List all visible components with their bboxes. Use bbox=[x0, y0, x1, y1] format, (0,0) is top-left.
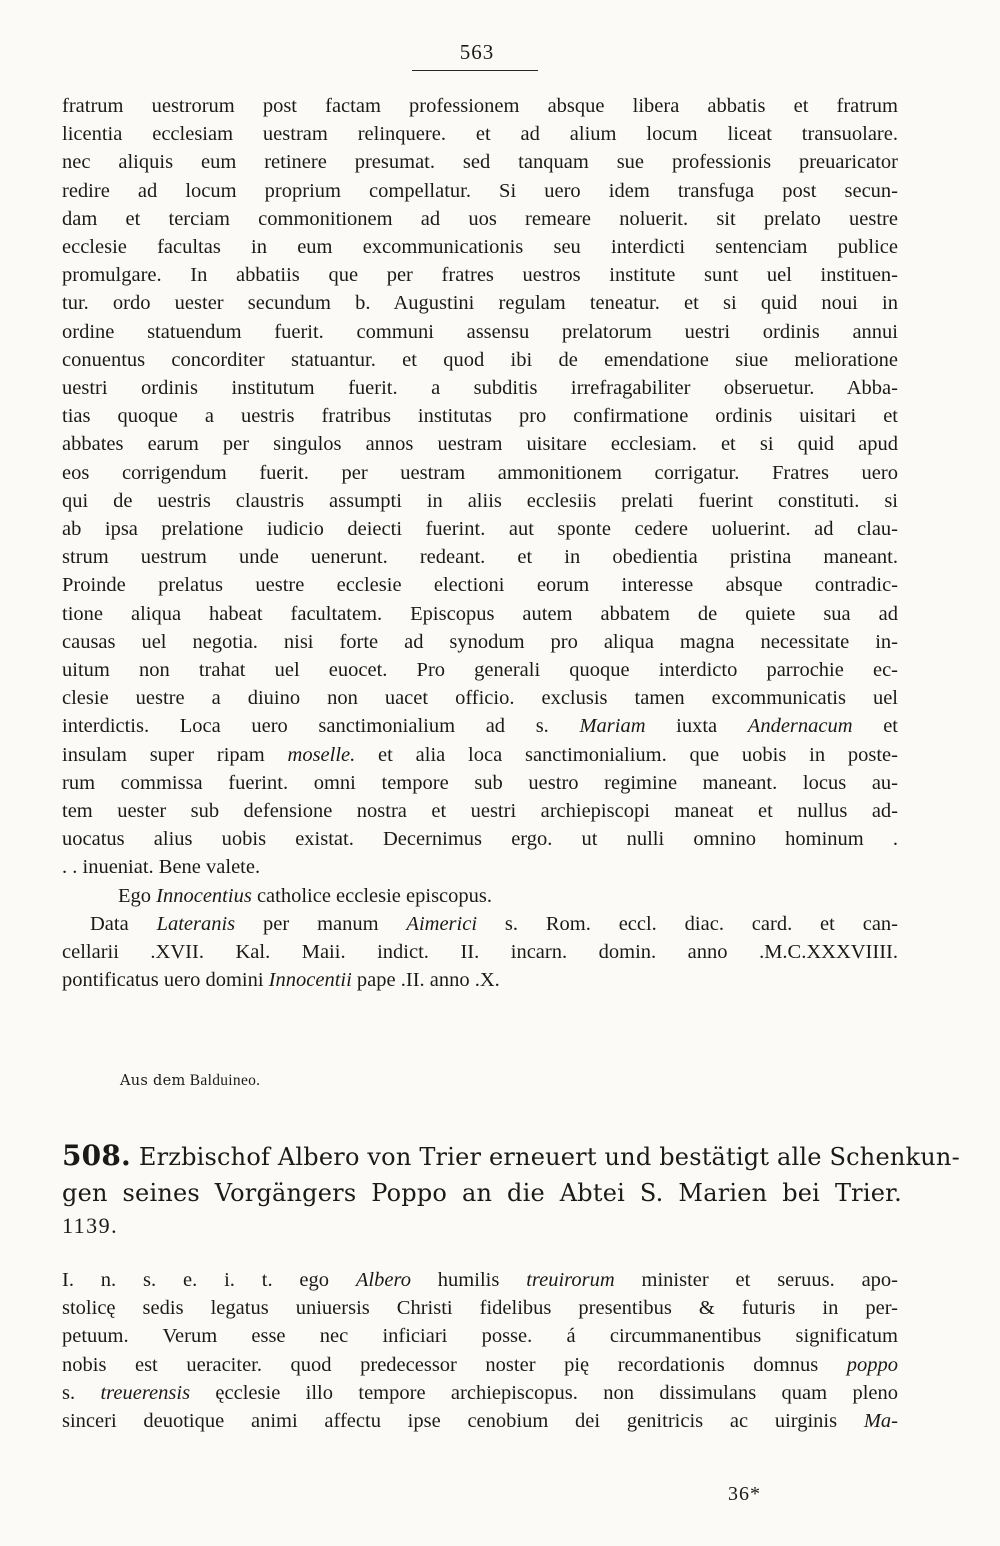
text-line: tione aliqua habeat facultatem. Episcopus autem abbatem de quiete sua ad bbox=[62, 602, 898, 625]
text-run: ęcclesie illo tempore archiepiscopus. non dissimulans quam pleno bbox=[190, 1381, 898, 1404]
text-line: qui de uestris claustris assumpti in aliis ecclesiis prelati fuerint constituti. si bbox=[62, 489, 898, 512]
text-line: uitum non trahat uel euocet. Pro generali quoque interdicto parrochie ec- bbox=[62, 659, 898, 682]
signature-mark: 36* bbox=[728, 1483, 761, 1505]
document-title-line-1 bbox=[62, 1138, 960, 1175]
text-run: iuxta bbox=[645, 715, 748, 738]
text-line: petuum. Verum esse nec inficiari posse. á circummanentibus significatum bbox=[62, 1325, 898, 1348]
text-line: ab ipsa prelatione iudicio deiecti fuerint. aut sponte cedere uoluerint. ad clau- bbox=[62, 518, 898, 541]
text-line bbox=[62, 1266, 898, 1294]
text-run: minister et seruus. apo- bbox=[614, 1269, 898, 1291]
text-run: insulam super ripam bbox=[62, 743, 288, 766]
document-text bbox=[62, 1266, 898, 1435]
place-name-lateranis: Lateranis bbox=[156, 912, 236, 935]
place-name-mariam: Mariam bbox=[579, 715, 646, 738]
text-line bbox=[62, 741, 898, 769]
person-name-albero: Albero bbox=[355, 1269, 411, 1291]
text-run: et alia loca sanctimonialium. que uobis in poste- bbox=[355, 743, 898, 766]
text-line: causas uel negotia. nisi forte ad synodum pro aliqua magna necessitate in- bbox=[62, 630, 898, 653]
text-run: Data bbox=[90, 912, 157, 935]
text-line: Proinde prelatus uestre ecclesie electioni eorum interesse absque contradic- bbox=[62, 574, 898, 597]
document-year: 1139. bbox=[62, 1213, 119, 1238]
text-run: interdictis. Loca uero sanctimonialium ad s. bbox=[62, 715, 580, 738]
source-note-source: Balduineo. bbox=[189, 1072, 261, 1089]
text-line: dam et terciam commonitionem ad uos remeare noluerit. sit prelato uestre bbox=[62, 207, 898, 230]
text-line bbox=[62, 712, 898, 740]
text-line: ordine statuendum fuerit. communi assensu prelatorum uestri ordinis annui bbox=[62, 320, 898, 343]
text-line: eos corrigendum fuerit. per uestram ammonitionem corrigatur. Fratres uero bbox=[62, 461, 898, 484]
text-run: s. Rom. eccl. diac. card. et can- bbox=[477, 912, 898, 935]
text-line: rum commissa fuerint. omni tempore sub uestro regimine maneant. locus au- bbox=[62, 771, 898, 794]
text-line: tur. ordo uester secundum b. Augustini regulam teneatur. et si quid noui in bbox=[62, 292, 898, 315]
text-line: ecclesie facultas in eum excommunicationis seu interdicti sentenciam publice bbox=[62, 236, 898, 259]
text-run: et bbox=[852, 715, 898, 738]
text-run: per manum bbox=[235, 912, 407, 935]
text-line: promulgare. In abbatiis que per fratres uestros institute sunt uel instituen- bbox=[62, 264, 898, 287]
text-line: tias quoque a uestris fratribus institutas pro confirmatione ordinis uisitari et bbox=[62, 405, 898, 428]
text-line bbox=[62, 1379, 898, 1407]
text-line: fratrum uestrorum post factam professionem absque libera abbatis et fratrum bbox=[62, 95, 898, 117]
text-run: humilis bbox=[410, 1269, 527, 1291]
text-line: redire ad locum proprium compellatur. Si uero idem transfuga post secun- bbox=[62, 179, 898, 202]
text-run: s. bbox=[62, 1381, 101, 1404]
text-line: abbates earum per singulos annos uestram uisitare ecclesiam. et si quid apud bbox=[62, 433, 898, 456]
text-run: pape .II. anno .X. bbox=[351, 969, 500, 992]
place-name-moselle: moselle. bbox=[287, 743, 356, 766]
text-line: strum uestrum unde uenerunt. redeant. et in obedientia pristina maneant. bbox=[62, 546, 898, 569]
page-number: 563 bbox=[459, 40, 495, 64]
text-line: . . inueniat. Bene valete. bbox=[62, 856, 261, 879]
source-note bbox=[120, 1072, 260, 1090]
text-line: licentia ecclesiam uestram relinquere. et ad alium locum liceat transuolare. bbox=[62, 123, 898, 146]
chancellor-name: Aimerici bbox=[406, 912, 478, 935]
text-line: uestri ordinis institutum fuerit. a subditis irrefragabiliter obseruetur. Abba- bbox=[62, 377, 898, 400]
text-run: nobis est ueraciter. quod predecessor noster pię recordationis domnus bbox=[62, 1353, 847, 1376]
pope-name: Innocentius bbox=[156, 884, 252, 907]
place-name-treuirorum: treuirorum bbox=[526, 1269, 615, 1291]
text-run: catholice ecclesie episcopus. bbox=[251, 884, 493, 907]
text-line: tem uester sub defensione nostra et uestri archiepiscopi maneat et nullus ad- bbox=[62, 800, 898, 823]
pope-name-genitive: Innocentii bbox=[268, 969, 352, 992]
text-line: conuentus concorditer statuantur. et quod ibi de emendatione siue melioratione bbox=[62, 348, 898, 371]
dating-clause-line-2: cellarii .XVII. Kal. Maii. indict. II. incarn. domin. anno .M.C.XXXVIIII. bbox=[62, 941, 898, 964]
text-line: clesie uestre a diuino non uacet officio. exclusis tamen excommunicatis uel bbox=[62, 687, 898, 710]
page-number-rule bbox=[412, 70, 538, 71]
text-line bbox=[62, 1351, 898, 1379]
text-run: I. n. s. e. i. t. ego bbox=[62, 1269, 356, 1291]
document-number: 508. bbox=[62, 1139, 131, 1172]
source-note-prefix: Aus dem bbox=[120, 1073, 186, 1089]
text-line: nec aliquis eum retinere presumat. sed tanquam sue professionis preuaricator bbox=[62, 151, 898, 174]
text-line bbox=[62, 1407, 898, 1435]
place-name-andernacum: Andernacum bbox=[747, 715, 853, 738]
pope-signature bbox=[62, 882, 898, 910]
text-run: pontificatus uero domini bbox=[62, 969, 269, 992]
text-run: sinceri deuotique animi affectu ipse cenobium dei genitricis ac uirginis bbox=[62, 1410, 864, 1433]
dating-clause-line-3 bbox=[62, 966, 898, 994]
document-title-line-2: gen seines Vorgängers Poppo an die Abtei S. Marien bei Trier. bbox=[62, 1179, 902, 1207]
text-line: stolicę sedis legatus uniuersis Christi fidelibus presentibus & futuris in per- bbox=[62, 1297, 898, 1320]
person-name-poppo: poppo bbox=[846, 1353, 898, 1376]
dating-clause bbox=[62, 910, 898, 938]
name-fragment: Ma- bbox=[863, 1410, 898, 1433]
place-name-treuerensis: treuerensis bbox=[100, 1381, 191, 1404]
document-title-text: Erzbischof Albero von Trier erneuert und bestätigt alle Schenkun- bbox=[138, 1143, 960, 1171]
text-run: Ego bbox=[118, 884, 157, 907]
main-text bbox=[62, 92, 898, 995]
document-header bbox=[62, 1138, 960, 1241]
text-line: uocatus alius uobis existat. Decernimus ergo. ut nulli omnino hominum . bbox=[62, 828, 898, 851]
